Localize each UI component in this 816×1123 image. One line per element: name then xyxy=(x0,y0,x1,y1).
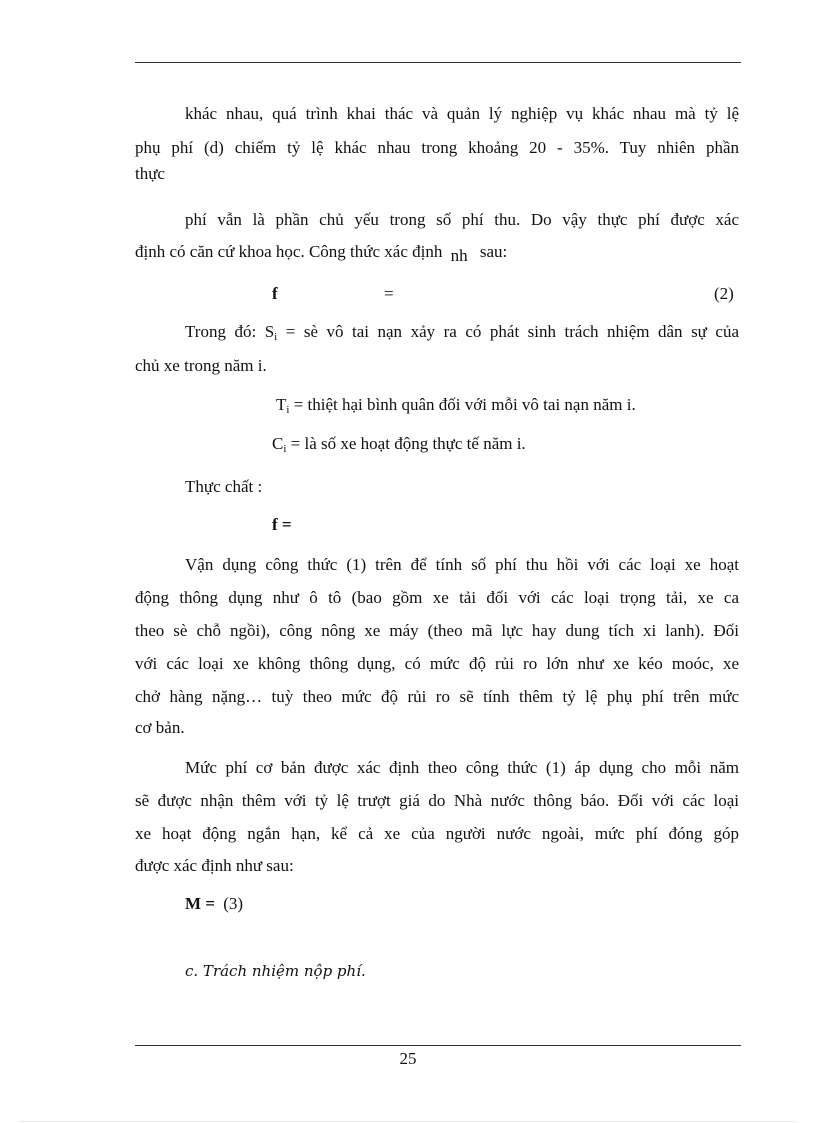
footer-rule xyxy=(135,1045,741,1046)
text-span: = sè vô tai nạn xảy ra có phát sinh trách nhiệm dân sự của xyxy=(277,322,739,341)
subscript-nh: nh xyxy=(450,246,468,265)
definition-s xyxy=(185,322,739,347)
text-line: xe hoạt động ngắn hạn, kể cả xe của người nước ngoài, mức phí đóng góp xyxy=(135,824,739,843)
text-line: sẽ được nhận thêm với tỷ lệ trượt giá do Nhà nước thông báo. Đối với các loại xyxy=(135,791,739,810)
text-line: Mức phí cơ bản được xác định theo công thức (1) áp dụng cho mỗi năm xyxy=(185,758,739,777)
text-line: cơ bản. xyxy=(135,718,185,737)
definition-c xyxy=(272,434,526,459)
text-line: phí vẫn là phần chủ yếu trong số phí thu. Do vậy thực phí được xác xyxy=(185,210,739,229)
text-line: khác nhau, quá trình khai thác và quản lý nghiệp vụ khác nhau mà tỷ lệ xyxy=(185,104,739,123)
formula-equals: = xyxy=(384,284,394,303)
text-span: định có căn cứ khoa học. Công thức xác định xyxy=(135,242,443,261)
text-line: phụ phí (d) chiếm tỷ lệ khác nhau trong khoảng 20 - 35%. Tuy nhiên phần xyxy=(135,138,739,157)
text-span: = là số xe hoạt động thực tế năm i. xyxy=(286,434,526,453)
text-span: sau: xyxy=(479,242,508,261)
thuc-chat-label: Thực chất : xyxy=(185,477,263,496)
text-span: = thiệt hại bình quân đối với mỗi vô tai nạn năm i. xyxy=(289,395,636,414)
header-rule xyxy=(135,62,741,63)
page-number: 25 xyxy=(399,1049,417,1068)
page-edge xyxy=(20,1121,796,1122)
formula-m xyxy=(185,894,243,914)
subscript-i: i xyxy=(274,331,278,343)
text-line: với các loại xe không thông dụng, có mức độ rủi ro lớn như xe kéo moóc, xe xyxy=(135,654,739,673)
text-span: C xyxy=(272,434,284,453)
text-span: T xyxy=(276,395,287,414)
definition-t xyxy=(276,395,636,420)
text-line: chủ xe trong năm i. xyxy=(135,356,267,375)
text-line: Vận dụng công thức (1) trên để tính số phí thu hồi với các loại xe hoạt xyxy=(185,555,739,574)
text-line: được xác định như sau: xyxy=(135,856,294,875)
section-heading: c. Trách nhiệm nộp phí. xyxy=(185,962,366,980)
text-line: động thông dụng như ô tô (bao gồm xe tải đối với các loại trọng tải, xe ca xyxy=(135,588,739,607)
text-line: theo sè chỗ ngồi), công nông xe máy (theo mã lực hay dung tích xi lanh). Đối xyxy=(135,621,739,640)
subscript-i: i xyxy=(286,404,290,416)
formula-number: (3) xyxy=(223,894,244,913)
text-span: Trong đó: S xyxy=(185,322,275,341)
formula-f: f = xyxy=(272,515,292,534)
formula-m-lhs: M = xyxy=(185,894,215,913)
text-line: chở hàng nặng… tuỳ theo mức độ rủi ro sẽ tính thêm tỷ lệ phụ phí trên mức xyxy=(135,687,739,706)
formula-lhs: f xyxy=(272,284,278,303)
text-line: thực xyxy=(135,164,165,183)
formula-number: (2) xyxy=(714,284,734,303)
subscript-i: i xyxy=(283,443,287,455)
text-line xyxy=(135,242,508,265)
